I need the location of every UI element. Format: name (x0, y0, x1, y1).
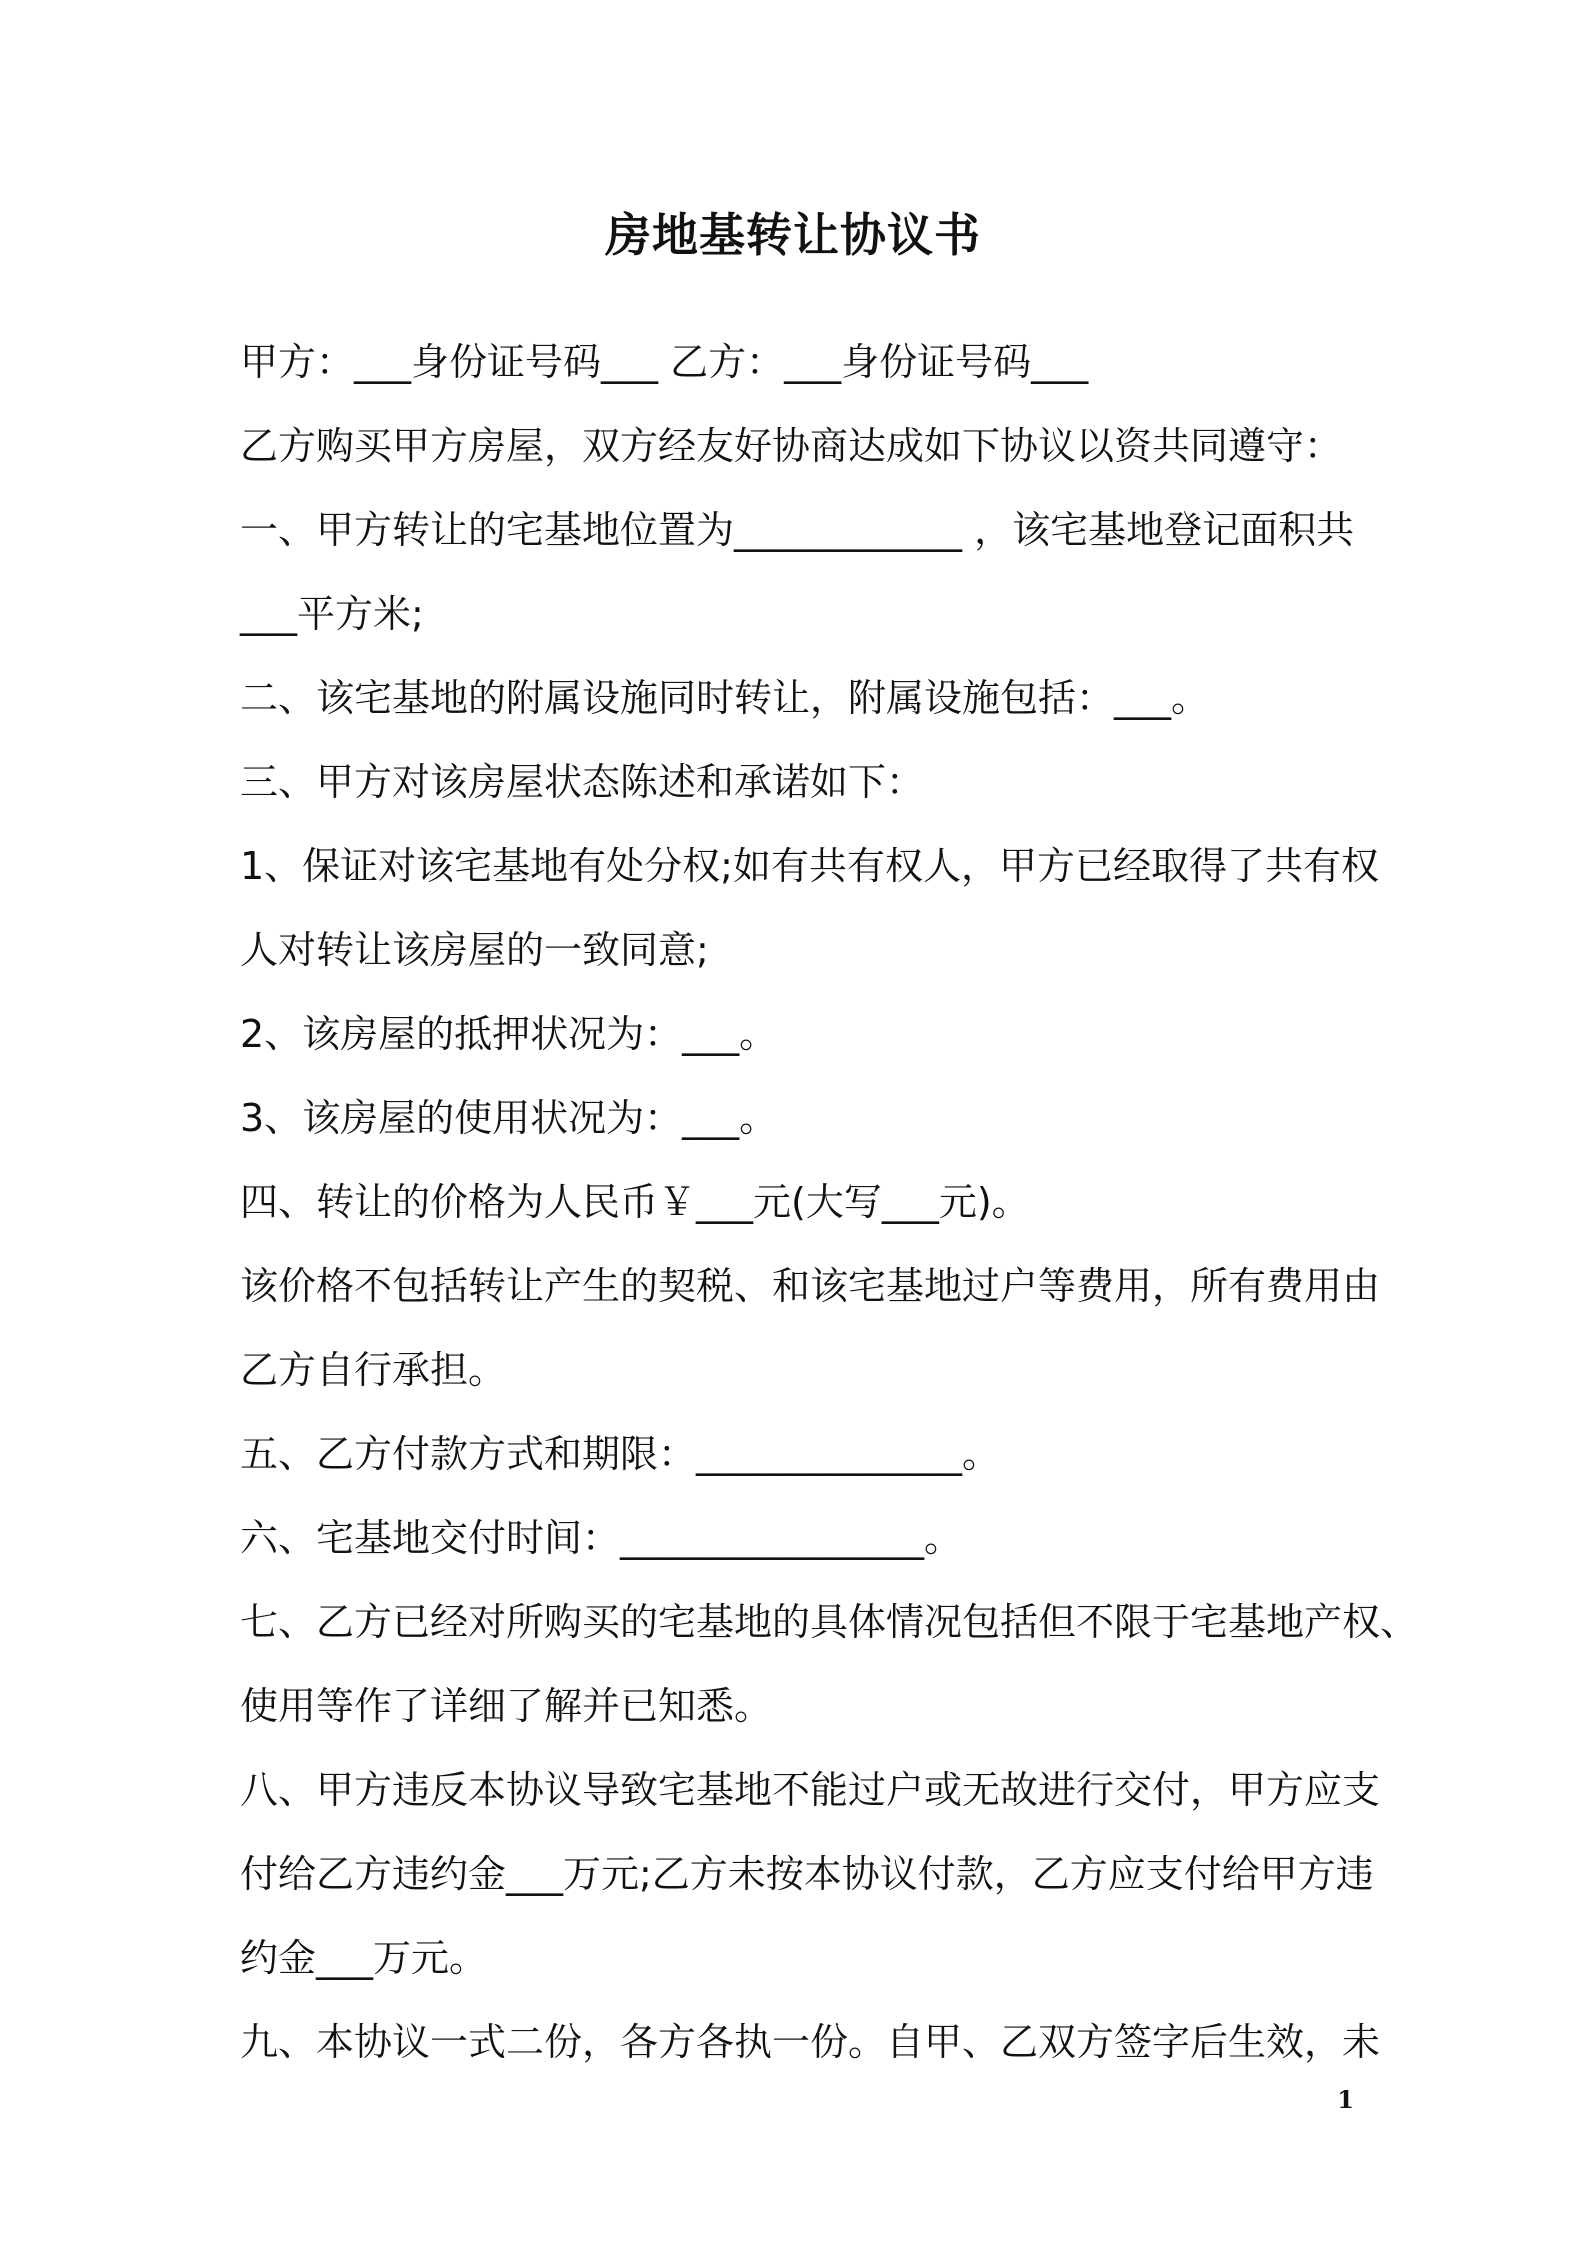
document-body (240, 320, 1419, 2084)
page-number: 1 (1337, 2085, 1354, 2114)
clause-3-item-1-continuation: 人对转让该房屋的一致同意; (240, 928, 709, 972)
clause-8-line: 八、甲方违反本协议导致宅基地不能过户或无故进行交付，甲方应支 (240, 1768, 1381, 1812)
clause-6-line: 六、宅基地交付时间：________________。 (240, 1516, 963, 1560)
clause-8-continuation-2: 约金___万元。 (240, 1936, 488, 1980)
clause-4-line: 四、转让的价格为人民币￥___元(大写___元)。 (240, 1180, 1030, 1224)
clause-4-note-continuation: 乙方自行承担。 (240, 1348, 507, 1392)
clause-9-line: 九、本协议一式二份，各方各执一份。自甲、乙双方签字后生效，未 (240, 2020, 1381, 2064)
clause-3-item-3: 3、该房屋的使用状况为：___。 (240, 1096, 778, 1140)
document-title: 房地基转让协议书 (605, 208, 981, 262)
clause-3-item-1: 1、保证对该宅基地有处分权;如有共有权人，甲方已经取得了共有权 (240, 844, 1379, 888)
clause-7-continuation: 使用等作了详细了解并已知悉。 (240, 1684, 773, 1728)
party-line: 甲方：___身份证号码___ 乙方：___身份证号码___ (240, 340, 1089, 384)
clause-8-continuation: 付给乙方违约金___万元;乙方未按本协议付款，乙方应支付给甲方违 (240, 1852, 1374, 1896)
clause-1-line: 一、甲方转让的宅基地位置为____________ ，该宅基地登记面积共 (240, 508, 1355, 552)
clause-1-continuation: ___平方米; (240, 592, 424, 636)
clause-3-item-2: 2、该房屋的抵押状况为：___。 (240, 1012, 778, 1056)
clause-4-note: 该价格不包括转让产生的契税、和该宅基地过户等费用，所有费用由 (240, 1264, 1381, 1308)
clause-3-line: 三、甲方对该房屋状态陈述和承诺如下： (240, 760, 925, 804)
clause-5-line: 五、乙方付款方式和期限：______________。 (240, 1432, 1001, 1476)
clause-2-line: 二、该宅基地的附属设施同时转让，附属设施包括：___。 (240, 676, 1210, 720)
intro-line: 乙方购买甲方房屋，双方经友好协商达成如下协议以资共同遵守： (240, 424, 1343, 468)
clause-7-line: 七、乙方已经对所购买的宅基地的具体情况包括但不限于宅基地产权、 (240, 1600, 1419, 1644)
